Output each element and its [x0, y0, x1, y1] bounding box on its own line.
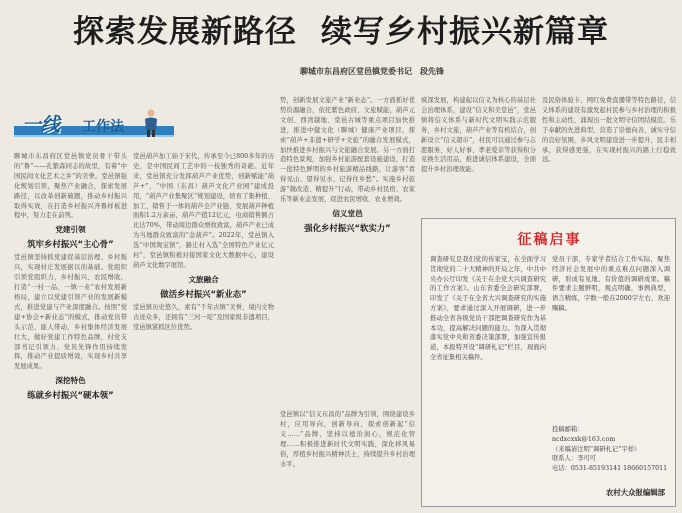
notice-signature: 农村大众报编辑部	[605, 488, 665, 497]
article-column-1	[14, 152, 127, 507]
article-column-4	[421, 96, 536, 212]
notice-body-left: 调查研究是我们党的传家宝，在全面学习贯彻党的二十大精神的开局之年，中共中央办公厅印发《关于在全党大兴调查研究的工作方案》。山东省委全会研究部署，印发了《关于在全省大兴调查研究的实施方案》，要求通过深入开展调研，进一步推动全省各级党员干部把调查研究作为基本功，提高解决问题的能力。为深入贯彻落实党中央和省委决策部署，加强宣传报道，本报特开设“调研札记”栏目，现面向全省征集相关稿件。	[430, 256, 546, 361]
byline: 聊城市东昌府区堂邑镇党委书记 段先锋	[300, 67, 444, 76]
contact-person: 联系人：李可可	[552, 455, 597, 463]
banner-big-text: 一线	[22, 114, 61, 136]
subheading-kicker: 文旅融合	[188, 274, 219, 284]
article-column-3	[280, 96, 415, 411]
contact-line: （来稿请注明“调研札记”字样）	[552, 445, 641, 453]
notice-body-right: 党员干部，专家学者结合工作实际，聚焦经济社会发展中的重点难点问题深入调研，形成有见地、有价值的调研成果。稿件要求主题鲜明，观点明确，事例典型，语言精练，字数一般在2000字左右，欢迎赐稿。	[552, 256, 670, 312]
paragraph: 堂邑镇坚持抓党建促基层治理、乡村振兴，实现村庄发展据以的基础。党组织引领党组织力，乡村振兴、农民增收，打造“一村一品、一镇一业”农村发展新格局，建立以党建引领产业的发展新模式，推进党建与产业深度融合。按照“党建+协会+新业态”的模式，推动党员带头示范、能人带动，乡村集体经济发展壮大，做好党建工作特色品牌，村党支部书记引领力、党员先锋作用持续发挥，推动产业提质增效，实现乡村共享发展成果。	[14, 254, 127, 371]
banner-small-text: 工作法	[82, 119, 124, 135]
paragraph: 聊城市东昌府区堂邑镇党员骨干带头的“鲁”——孔繁森同志的故里，有着“中国民间文化艺术之乡”的美誉。堂邑镇强化规划引领，聚焦产业融合，探索发展路径，以改革创新破题，推动乡村振兴取得实效，在打造乡村振兴齐鲁样板进程中，努力走在前列。	[14, 153, 127, 220]
article-column-5	[542, 96, 676, 212]
subheading: 筑牢乡村振兴“主心骨”	[27, 239, 114, 250]
paragraph: 堂邑镇历史悠久，素有“千年古镇”美誉，境内文物古迹众多，还拥有“三河一堤”及国家级非遗项目，堂邑镇紧抓区位优势。	[133, 303, 274, 331]
contact-phone: 电话：0531-85193141 18660157011	[552, 465, 668, 473]
subheading-kicker: 党建引领	[55, 225, 86, 235]
subheading-kicker: 深挖特色	[55, 376, 86, 386]
contact-email: ncdxcxxk@163.com	[552, 435, 616, 443]
section-banner	[14, 108, 174, 148]
person-illustration-icon	[140, 108, 162, 138]
paragraph: 势，创新发展文旅产业“新业态”。一方面抓好优势资源融合，依托紫色政府，文旅赋能，葫芦元文创、西湾越地、堂邑古城等重点项目加快推进，推进中健文化（聊城）健康产业项目，探索“葫芦+非遗+研学+文旅”的融合发展模式，加快推进乡村振兴与文旅融合发展。另一方面打造特色景观，加强乡村旅游配套设施建设，打造一批特色鲜明的乡村旅游精品线路，让游客“看得见山、望得见水、记得住乡愁”。实施乡村旅游“微改造、精提升”行动，带动乡村民宿、农家乐等新业态发展，促进农民增收、农业增效。	[280, 97, 415, 204]
paragraph: 堂邑镇以“信义东昌的”品牌为引领，围绕建设乡村，应用导向，创新导向，探索创新起“信义……”品牌，坚持以德治润心，规范化管理……积极推进新时代文明实践，深化移风易俗，厚植乡村振兴精神沃土，持续提升乡村治理水平。	[280, 411, 415, 468]
headline-right: 续写乡村振兴新篇章	[321, 14, 609, 50]
call-for-papers-box	[421, 218, 676, 507]
notice-contact	[552, 425, 670, 474]
subheading: 做活乡村振兴“新业态”	[160, 288, 247, 299]
article-column-2	[133, 152, 274, 507]
subheading: 练就乡村振兴“硬本领”	[27, 390, 114, 401]
contact-line: 投稿邮箱：	[552, 426, 584, 433]
notice-title: 征稿启事	[517, 232, 582, 248]
headline	[0, 6, 682, 56]
paragraph: 疯深发展，构建起以信义为核心的基层社会治理体系，建设“信义和美堂邑”，堂邑镇将信义体系与新时代文明实践示范服务，乡村文旅，葫芦产业等有机结合，创新设立“信义超市”，村民可以通过参与志愿服务、好人好事、孝老爱亲等获得积分兑换生活用品，推进诚信体系建设，全面提升乡村治理效能。	[421, 97, 536, 174]
article-column-3-lower	[280, 410, 415, 507]
headline-left: 探索发展新路径	[73, 14, 297, 50]
paragraph: 堂邑葫芦加工始于宋代，传承至今已800多年的历史，是中国民间工艺中的一枝独秀的奇葩。近年来，堂邑镇充分发挥葫芦产业优势，创新赋能“葫芦+”，“中国（东昌）葫芦文化产业园”建成投用，“葫芦产业集聚区”规划建设，培育了集种植、加工、销售于一体的葫芦全产业链，发展葫芦种植面积1.2万余亩，葫芦产值12亿元，电商销售额占比达70%，带动周边群众增收致富，葫芦产业已成为当地群众致富的“金葫芦”。2022年，堂邑镇入选“中国淘宝镇”，路庄村入选“全国特色产业亿元村”，堂邑镇积极对接国家文化大数据中心，建设葫芦文化数字展馆。	[133, 153, 274, 269]
subheading: 强化乡村振兴“软实力”	[304, 222, 391, 233]
paragraph: 及民俗体验卡，网红免费直播带等特色路径，信义体系的建设有激发起村民参与乡村治理的积极性和主动性，涌现出一批文明守信团结模范。乐于奉献的先进典型，营造了崇德向善、诚实守信的良好氛围，乡风文明建设进一步提升，民丰相承，获得感更强，在实现村振兴的路上行稳致远。	[542, 97, 676, 164]
subheading-kicker: 信义堂邑	[332, 208, 363, 218]
